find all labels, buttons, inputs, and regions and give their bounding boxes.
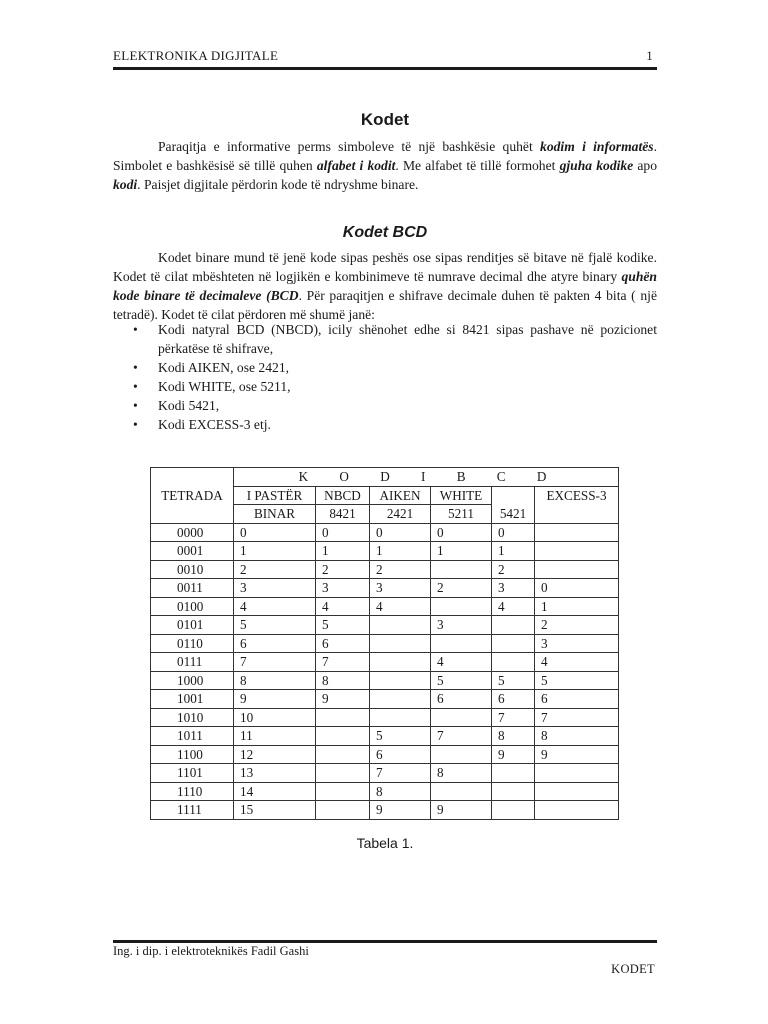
table-row	[151, 690, 619, 709]
table-row	[151, 782, 619, 801]
intro-term-1: kodim i informatës	[540, 139, 654, 154]
code-cell: 15	[234, 801, 316, 820]
code-cell: 6	[535, 690, 619, 709]
code-cell	[316, 727, 370, 746]
code-cell: 0	[316, 523, 370, 542]
table-row	[151, 634, 619, 653]
code-cell	[316, 782, 370, 801]
code-cell	[492, 801, 535, 820]
table-caption: Tabela 1.	[356, 835, 414, 851]
table-row	[151, 671, 619, 690]
code-cell	[431, 708, 492, 727]
bcd-text-1: Kodet binare mund të jenë kode sipas peshës ose sipas renditjes së bitave në fjalë kodike. Kodet të cilat mbështeten në logjikën e kombinimeve të numrave decimal dhe atyre binary	[113, 250, 657, 284]
bullet-dot: •	[133, 360, 138, 375]
code-cell	[316, 745, 370, 764]
code-cell	[370, 653, 431, 672]
tetrada-cell: 1010	[151, 708, 234, 727]
table-row	[151, 653, 619, 672]
code-cell: 5	[370, 727, 431, 746]
list-item: • Kodi 5421,	[133, 398, 220, 413]
code-cell	[535, 782, 619, 801]
table-row	[151, 764, 619, 783]
col-header: AIKEN	[370, 486, 431, 505]
table-row	[151, 801, 619, 820]
col-header: EXCESS-3	[535, 486, 619, 523]
code-cell	[316, 764, 370, 783]
tetrada-cell: 0010	[151, 560, 234, 579]
code-cell: 2	[431, 579, 492, 598]
code-cell: 2	[316, 560, 370, 579]
code-cell	[370, 634, 431, 653]
code-cell	[492, 634, 535, 653]
intro-paragraph	[113, 137, 657, 194]
section-title: Kodet BCD	[342, 224, 428, 241]
code-cell: 5	[234, 616, 316, 635]
code-cell: 2	[535, 616, 619, 635]
table-row	[151, 560, 619, 579]
code-cell	[431, 745, 492, 764]
code-cell: 8	[316, 671, 370, 690]
code-cell	[492, 782, 535, 801]
code-cell: 1	[234, 542, 316, 561]
intro-text-5: . Paisjet digjitale përdorin kode të ndryshme binare.	[137, 177, 419, 192]
code-cell	[431, 597, 492, 616]
table-body	[151, 523, 619, 819]
page-number: 1	[646, 48, 653, 63]
code-cell: 1	[535, 597, 619, 616]
col-header: I PASTËR	[234, 486, 316, 505]
code-cell: 12	[234, 745, 316, 764]
code-cell: 4	[535, 653, 619, 672]
code-cell	[492, 653, 535, 672]
code-cell: 0	[535, 579, 619, 598]
tetrada-cell: 1000	[151, 671, 234, 690]
code-cell	[535, 523, 619, 542]
code-cell	[370, 708, 431, 727]
col-subheader: BINAR	[234, 505, 316, 524]
table-header-row	[151, 468, 619, 487]
intro-term-3: gjuha kodike	[559, 158, 634, 173]
list-item: • Kodi WHITE, ose 5211,	[133, 379, 291, 394]
tetrada-cell: 0100	[151, 597, 234, 616]
tetrada-cell: 1001	[151, 690, 234, 709]
code-cell: 7	[492, 708, 535, 727]
code-cell: 5	[535, 671, 619, 690]
intro-text-4: apo	[633, 158, 657, 173]
list-item: • Kodi EXCESS-3 etj.	[133, 417, 271, 432]
code-cell: 6	[234, 634, 316, 653]
code-cell: 7	[535, 708, 619, 727]
code-list	[113, 320, 657, 434]
code-cell: 5	[316, 616, 370, 635]
table-row	[151, 523, 619, 542]
code-cell: 4	[431, 653, 492, 672]
code-cell: 8	[431, 764, 492, 783]
table-row	[151, 745, 619, 764]
code-cell: 1	[316, 542, 370, 561]
bcd-term: quhën kode binare të decimaleve (BCD	[113, 269, 657, 303]
code-cell: 6	[492, 690, 535, 709]
code-cell: 3	[234, 579, 316, 598]
bullet-dot: •	[133, 417, 138, 432]
code-cell: 0	[431, 523, 492, 542]
code-cell: 8	[234, 671, 316, 690]
tetrada-cell: 0011	[151, 579, 234, 598]
col-subheader: 5211	[431, 505, 492, 524]
code-cell: 7	[370, 764, 431, 783]
code-cell: 0	[370, 523, 431, 542]
code-cell: 2	[492, 560, 535, 579]
intro-term-2: alfabet i kodit	[316, 158, 396, 173]
header-rule	[113, 67, 657, 70]
code-cell: 0	[492, 523, 535, 542]
bcd-table	[150, 467, 619, 820]
code-cell	[370, 616, 431, 635]
table-row	[151, 616, 619, 635]
footer-section: KODET	[611, 962, 655, 976]
tetrada-cell: 0111	[151, 653, 234, 672]
col-subheader: 2421	[370, 505, 431, 524]
code-cell	[370, 690, 431, 709]
code-cell: 10	[234, 708, 316, 727]
code-cell	[431, 634, 492, 653]
code-cell: 7	[234, 653, 316, 672]
footer-author: Ing. i dip. i elektroteknikës Fadil Gashi	[113, 944, 309, 958]
code-cell	[431, 782, 492, 801]
code-cell: 9	[234, 690, 316, 709]
code-cell: 1	[431, 542, 492, 561]
code-cell: 9	[492, 745, 535, 764]
page-header	[113, 48, 657, 64]
code-cell: 7	[316, 653, 370, 672]
bullet-dot: •	[133, 398, 138, 413]
tetrada-cell: 1111	[151, 801, 234, 820]
col-header: NBCD	[316, 486, 370, 505]
code-cell: 3	[370, 579, 431, 598]
code-cell: 9	[431, 801, 492, 820]
intro-term-4: kodi	[113, 177, 138, 192]
code-cell	[431, 560, 492, 579]
tetrada-cell: 1011	[151, 727, 234, 746]
code-cell: 11	[234, 727, 316, 746]
code-cell: 14	[234, 782, 316, 801]
tetrada-cell: 1100	[151, 745, 234, 764]
code-cell: 3	[492, 579, 535, 598]
bullet-dot: •	[133, 379, 138, 394]
code-cell: 6	[431, 690, 492, 709]
code-cell: 4	[316, 597, 370, 616]
intro-text-2: . Simbolet e bashkësisë së tillë quhen	[113, 139, 657, 173]
code-cell	[492, 764, 535, 783]
tetrada-cell: 0110	[151, 634, 234, 653]
intro-text-3: . Me alfabet të tillë formohet	[395, 158, 560, 173]
table-row	[151, 708, 619, 727]
code-cell	[535, 764, 619, 783]
col-header: WHITE	[431, 486, 492, 505]
tetrada-header: TETRADA	[151, 468, 234, 524]
header-title: ELEKTRONIKA DIGJITALE	[113, 48, 279, 63]
code-cell: 4	[370, 597, 431, 616]
tetrada-cell: 0101	[151, 616, 234, 635]
list-item: • Kodi AIKEN, ose 2421,	[133, 360, 290, 375]
code-cell	[370, 671, 431, 690]
code-cell: 1	[492, 542, 535, 561]
code-cell: 8	[370, 782, 431, 801]
code-cell: 7	[431, 727, 492, 746]
code-cell: 1	[370, 542, 431, 561]
code-cell: 13	[234, 764, 316, 783]
code-cell: 9	[535, 745, 619, 764]
col-header: 5421	[492, 486, 535, 523]
code-cell: 4	[492, 597, 535, 616]
intro-text-1: Paraqitja e informative perms simboleve të një bashkësie quhët	[158, 139, 541, 154]
code-cell: 5	[492, 671, 535, 690]
code-cell: 6	[370, 745, 431, 764]
bcd-paragraph	[113, 248, 657, 324]
footer-rule	[113, 940, 657, 943]
code-cell: 3	[431, 616, 492, 635]
code-cell: 9	[370, 801, 431, 820]
bcd-text-2: . Për paraqitjen e shifrave decimale duhen të pakten 4 bita ( një tetradë). Kodet të cilat përdoren më shumë janë:	[113, 288, 657, 322]
code-cell	[316, 708, 370, 727]
code-cell: 6	[316, 634, 370, 653]
tetrada-cell: 1110	[151, 782, 234, 801]
code-cell: 9	[316, 690, 370, 709]
code-cell: 5	[431, 671, 492, 690]
code-cell: 4	[234, 597, 316, 616]
main-title: Kodet	[360, 110, 410, 129]
code-cell: 2	[370, 560, 431, 579]
code-cell	[535, 542, 619, 561]
tetrada-cell: 0001	[151, 542, 234, 561]
code-cell: 2	[234, 560, 316, 579]
tetrada-cell: 0000	[151, 523, 234, 542]
code-cell: 3	[316, 579, 370, 598]
table-row	[151, 579, 619, 598]
code-cell	[316, 801, 370, 820]
code-cell: 8	[492, 727, 535, 746]
col-subheader: 8421	[316, 505, 370, 524]
tetrada-cell: 1101	[151, 764, 234, 783]
bullet-dot: •	[133, 322, 138, 337]
list-item: • Kodi natyral BCD (NBCD), icily shënohet edhe si 8421 sipas pashave në pozicionet përkatëse të shifrave,	[133, 322, 657, 356]
code-cell: 0	[234, 523, 316, 542]
code-cell	[535, 801, 619, 820]
code-cell: 3	[535, 634, 619, 653]
table-row	[151, 727, 619, 746]
table-row	[151, 597, 619, 616]
group-header: K O D I B C D	[234, 468, 619, 487]
table-row	[151, 542, 619, 561]
code-cell	[535, 560, 619, 579]
code-cell: 8	[535, 727, 619, 746]
code-cell	[492, 616, 535, 635]
